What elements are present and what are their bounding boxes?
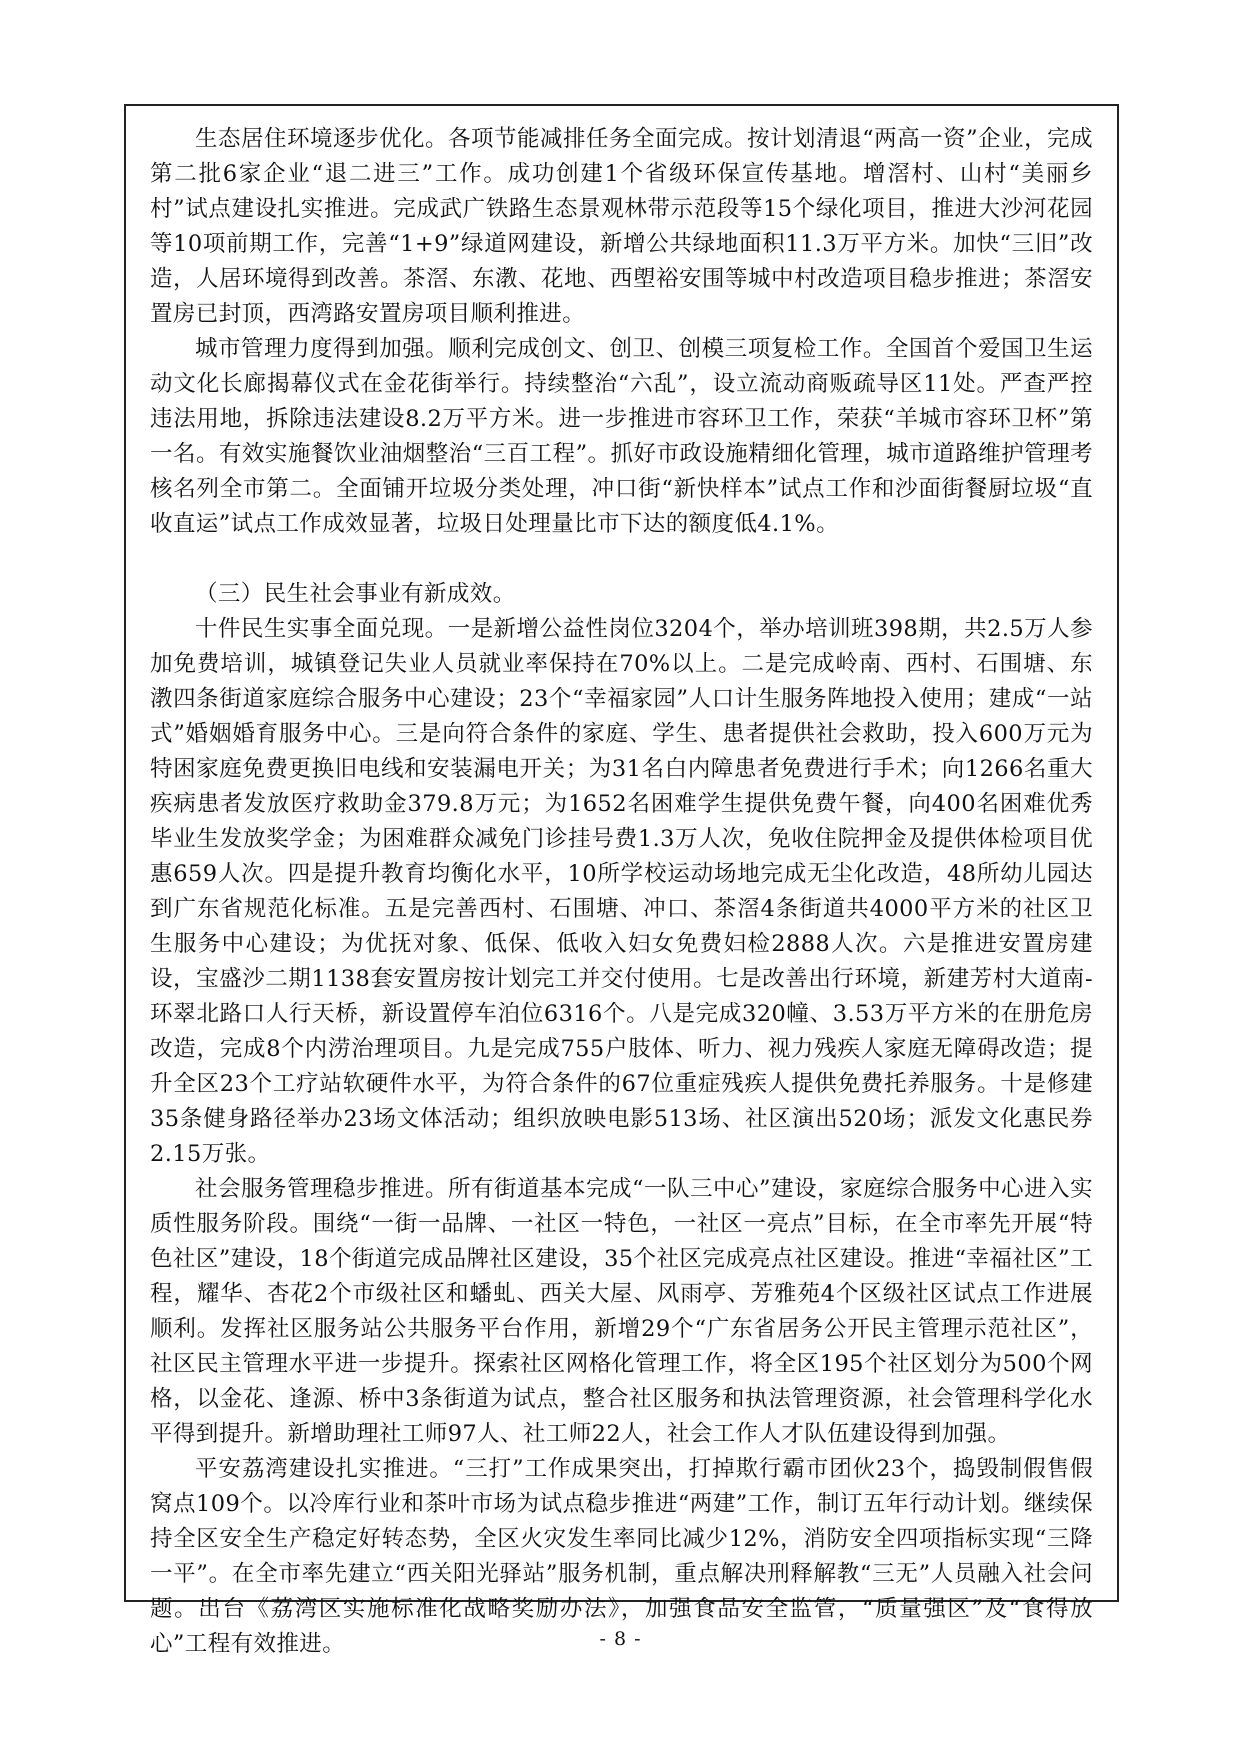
paragraph-urban-management: 城市管理力度得到加强。顺利完成创文、创卫、创模三项复检工作。全国首个爱国卫生运动文化长廊揭幕仪式在金花街举行。持续整治“六乱”，设立流动商贩疏导区11处。严查严控违法用地，拆除违法建设8.2万平方米。进一步推进市容环卫工作，荣获“羊城市容环卫杯”第一名。有效实施餐饮业油烟整治“三百工程”。抓好市政设施精细化管理，城市道路维护管理考核名列全市第二。全面铺开垃圾分类处理，冲口街“新快样本”试点工作和沙面街餐厨垃圾“直收直运”试点工作成效显著，垃圾日处理量比市下达的额度低4.1%。 [150,336,1093,537]
paragraph-safe-liwan: 平安荔湾建设扎实推进。“三打”工作成果突出，打掉欺行霸市团伙23个，捣毁制假售假窝点109个。以冷库行业和茶叶市场为试点稳步推进“两建”工作，制订五年行动计划。继续保持全区安全生产稳定好转态势，全区火灾发生率同比减少12%，消防安全四项指标实现“三降一平”。在全市率先建立“西关阳光驿站”服务机制，重点解决刑释解教“三无”人员融入社会问题。出台《荔湾区实施标准化战略奖励办法》，加强食品安全监管，“质量强区”及“食得放心”工程有效推进。 [150,1456,1093,1657]
paragraph-social-services: 社会服务管理稳步推进。所有街道基本完成“一队三中心”建设，家庭综合服务中心进入实质性服务阶段。围绕“一街一品牌、一社区一特色，一社区一亮点”目标，在全市率先开展“特色社区”建设，18个街道完成品牌社区建设，35个社区完成亮点社区建设。推进“幸福社区”工程，耀华、杏花2个市级社区和蟠虬、西关大屋、风雨亭、芳雅苑4个区级社区试点工作进展顺利。发挥社区服务站公共服务平台作用，新增29个“广东省居务公开民主管理示范社区”，社区民主管理水平进一步提升。探索社区网格化管理工作，将全区195个社区划分为500个网格，以金花、逢源、桥中3条街道为试点，整合社区服务和执法管理资源，社会管理科学化水平得到提升。新增助理社工师97人、社工师22人，社会工作人才队伍建设得到加强。 [150,1176,1093,1447]
page-number: - 8 - [599,1628,642,1650]
paragraph-ecology: 生态居住环境逐步优化。各项节能减排任务全面完成。按计划清退“两高一资”企业，完成第二批6家企业“退二进三”工作。成功创建1个省级环保宣传基地。增滘村、山村“美丽乡村”试点建设扎实推进。完成武广铁路生态景观林带示范段等15个绿化项目，推进大沙河花园等10项前期工作，完善“1+9”绿道网建设，新增公共绿地面积11.3万平方米。加快“三旧”改造，人居环境得到改善。茶滘、东漖、花地、西塱裕安围等城中村改造项目稳步推进；茶滘安置房已封顶，西湾路安置房项目顺利推进。 [150,126,1093,327]
content-frame [124,104,1119,1657]
section-heading: （三）民生社会事业有新成效。 [195,581,516,607]
paragraph-ten-livelihood-projects: 十件民生实事全面兑现。一是新增公益性岗位3204个，举办培训班398期，共2.5万人参加免费培训，城镇登记失业人员就业率保持在70%以上。二是完成岭南、西村、石围塘、东漖四条街道家庭综合服务中心建设；23个“幸福家园”人口计生服务阵地投入使用；建成“一站式”婚姻婚育服务中心。三是向符合条件的家庭、学生、患者提供社会救助，投入600万元为特困家庭免费更换旧电线和安装漏电开关；为31名白内障患者免费进行手术；向1266名重大疾病患者发放医疗救助金379.8万元；为1652名困难学生提供免费午餐，向400名困难优秀毕业生发放奖学金；为困难群众减免门诊挂号费1.3万人次，免收住院押金及提供体检项目优惠659人次。四是提升教育均衡化水平，10所学校运动场地完成无尘化改造，48所幼儿园达到广东省规范化标准。五是完善西村、石围塘、冲口、茶滘4条街道共4000平方米的社区卫生服务中心建设；为优抚对象、低保、低收入妇女免费妇检2888人次。六是推进安置房建设，宝盛沙二期1138套安置房按计划完工并交付使用。七是改善出行环境，新建芳村大道南-环翠北路口人行天桥，新设置停车泊位6316个。八是完成320幢、3.53万平方米的在册危房改造，完成8个内涝治理项目。九是完成755户肢体、听力、视力残疾人家庭无障碍改造；提升全区23个工疗站软硬件水平，为符合条件的67位重症残疾人提供免费托养服务。十是修建35条健身路径举办23场文体活动；组织放映电影513场、社区演出520场；派发文化惠民券2.15万张。 [150,616,1093,1167]
